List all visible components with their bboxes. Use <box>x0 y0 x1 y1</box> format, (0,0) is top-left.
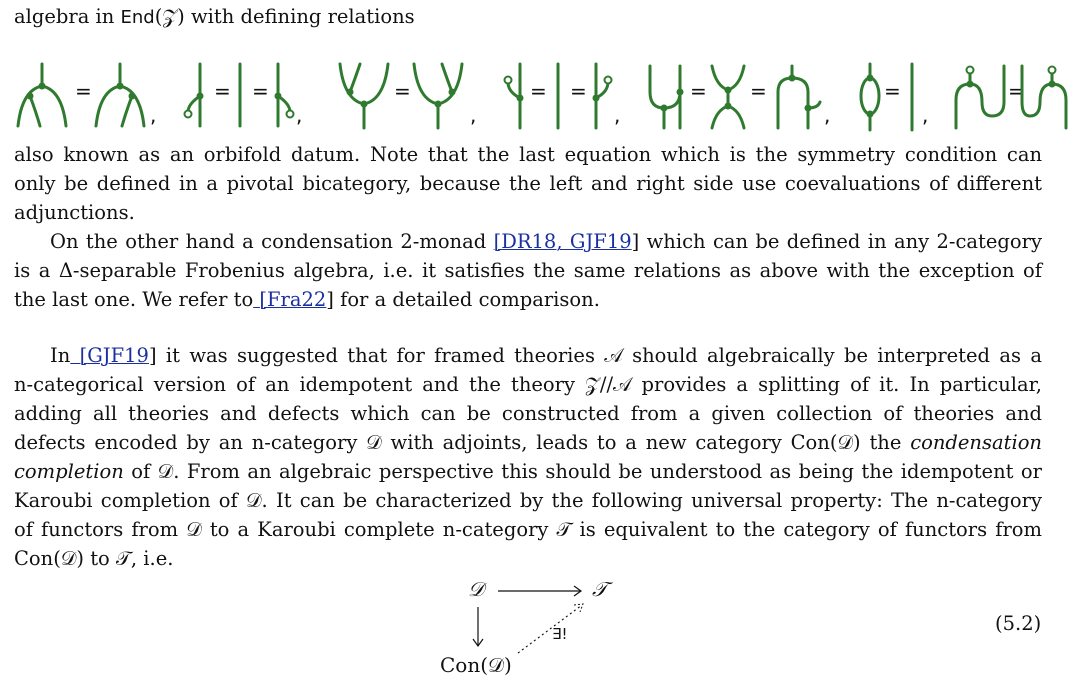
relation-frobenius <box>650 66 830 128</box>
diagram-node-con-d: Con(𝒟) <box>440 653 512 677</box>
svg-text:,: , <box>922 103 929 127</box>
p1-line-2: only be defined in a pivotal bicategory, because the left and right side use coevaluations of different <box>14 172 1042 195</box>
p3-line-6: Karoubi completion of 𝒟. It can be characterized by the following universal property: The n-category <box>14 489 1042 512</box>
svg-text:,: , <box>296 103 303 127</box>
svg-text:=: = <box>884 79 901 103</box>
p3-line-3: adding all theories and defects which can be constructed from a given collection of theories and <box>14 402 1042 425</box>
citation-link-dr18-gjf19[interactable]: [DR18, GJF19 <box>493 230 632 253</box>
citation-link-gjf19[interactable]: [GJF19 <box>70 344 149 367</box>
p3-line-8: Con(𝒟) to 𝒯, i.e. <box>14 547 174 570</box>
svg-text:=: = <box>1008 79 1025 103</box>
svg-text:,: , <box>150 103 157 127</box>
p3-line-1: In [GJF19] it was suggested that for framed theories 𝒜 should algebraically be interpreted as a <box>50 344 1042 367</box>
relation-counit <box>505 64 621 128</box>
equation-number: (5.2) <box>995 612 1042 635</box>
diagram-exists-unique-label: ∃! <box>552 625 568 643</box>
relation-associativity <box>18 64 156 127</box>
p2-line-3: the last one. We refer to [Fra22] for a detailed comparison. <box>14 288 600 311</box>
commutative-diagram <box>420 575 650 685</box>
p2-line-1: On the other hand a condensation 2-monad [DR18, GJF19] which can be defined in any 2-category <box>50 230 1042 253</box>
relation-unit <box>185 64 303 127</box>
p3-line-5: completion of 𝒟. From an algebraic perspective this should be understood as being the idempotent or <box>14 460 1042 483</box>
p2-line-2: is a Δ-separable Frobenius algebra, i.e. it satisfies the same relations as above with the exception of <box>14 259 1042 282</box>
svg-text:=: = <box>394 79 411 103</box>
relations-svg <box>0 52 1080 142</box>
p3-line-7: of functors from 𝒟 to a Karoubi complete n-category 𝒯 is equivalent to the category of functors from <box>14 518 1042 541</box>
p1-line-3: adjunctions. <box>14 201 135 224</box>
svg-text:=: = <box>750 79 767 103</box>
relation-separability <box>861 64 928 130</box>
citation-link-fra22[interactable]: [Fra22 <box>253 288 327 311</box>
relation-coassociativity <box>340 64 476 128</box>
arrow-con-to-t-dotted <box>518 605 582 653</box>
p3-line-2: n-categorical version of an idempotent and the theory 𝒵//𝒜 provides a splitting of it. In particular, <box>14 373 1042 396</box>
p1-line-1: also known as an orbifold datum. Note that the last equation which is the symmetry condition can <box>14 143 1042 166</box>
svg-text:=: = <box>690 79 707 103</box>
svg-text:,: , <box>824 103 831 127</box>
defining-relations-row <box>0 52 1080 142</box>
line-1: algebra in End(𝒵) with defining relations <box>14 5 415 28</box>
svg-text:=: = <box>252 79 269 103</box>
svg-text:=: = <box>75 79 92 103</box>
svg-text:=: = <box>570 79 587 103</box>
svg-text:,: , <box>470 103 477 127</box>
diagram-arrows <box>420 575 650 685</box>
p3-line-4: defects encoded by an n-category 𝒟 with adjoints, leads to a new category Con(𝒟) the condensation <box>14 431 1042 454</box>
svg-text:,: , <box>614 103 621 127</box>
relation-symmetry <box>956 66 1066 128</box>
svg-text:=: = <box>214 79 231 103</box>
diagram-node-d: 𝒟 <box>468 577 484 601</box>
diagram-node-t: 𝒯 <box>592 577 608 601</box>
svg-text:=: = <box>530 79 547 103</box>
